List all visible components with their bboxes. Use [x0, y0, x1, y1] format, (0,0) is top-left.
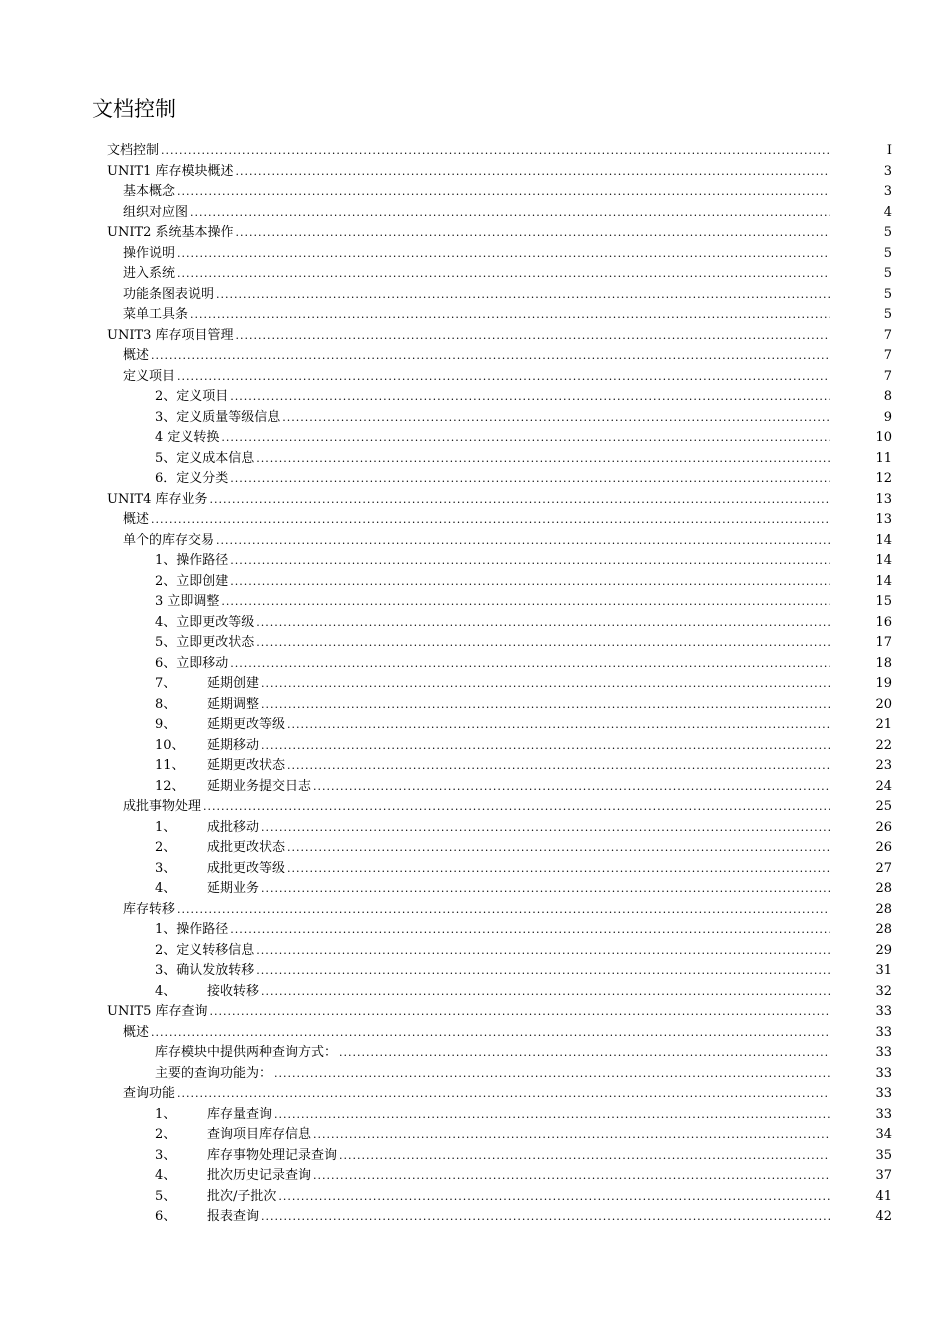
- toc-entry[interactable]: [0, 633, 950, 654]
- toc-entry-title: 功能条图表说明: [123, 286, 215, 302]
- toc-entry[interactable]: [0, 1023, 950, 1044]
- toc-dot-leader: [256, 961, 830, 982]
- toc-entry[interactable]: [0, 920, 950, 941]
- toc-entry-number: 7、: [155, 676, 177, 691]
- toc-dot-leader: [177, 264, 830, 285]
- toc-entry[interactable]: [0, 1207, 950, 1228]
- toc-page-number: 25: [875, 799, 892, 814]
- toc-entry[interactable]: [0, 551, 950, 572]
- toc-entry-title: UNIT4 库存业务: [107, 491, 208, 507]
- toc-entry-title: 6．定义分类: [155, 471, 229, 486]
- toc-entry-number: 12、: [155, 778, 185, 794]
- toc-page-number: 26: [875, 819, 892, 835]
- toc-page-number: 26: [875, 840, 892, 855]
- toc-entry-title: 文档控制: [107, 143, 160, 158]
- toc-entry[interactable]: [0, 654, 950, 675]
- page-title: 文档控制: [92, 97, 176, 121]
- toc-entry[interactable]: [0, 203, 950, 224]
- toc-entry[interactable]: [0, 1084, 950, 1105]
- toc-entry-title: 概述: [123, 348, 150, 363]
- toc-entry-title: 菜单工具条: [123, 307, 189, 322]
- toc-dot-leader: [216, 531, 830, 552]
- toc-page-number: 24: [875, 778, 892, 794]
- toc-dot-leader: [230, 654, 830, 675]
- toc-dot-leader: [287, 859, 830, 880]
- toc-entry-title: 批次历史记录查询: [207, 1168, 312, 1183]
- toc-entry-title: 2、定义项目: [155, 389, 229, 404]
- toc-entry[interactable]: [0, 141, 950, 162]
- toc-page-number: 13: [875, 491, 892, 507]
- toc-entry[interactable]: [0, 941, 950, 962]
- toc-entry[interactable]: [0, 1105, 950, 1126]
- toc-dot-leader: [230, 387, 830, 408]
- toc-dot-leader: [256, 613, 830, 634]
- toc-dot-leader: [151, 1023, 830, 1044]
- toc-dot-leader: [256, 449, 830, 470]
- toc-entry-title: 定义项目: [123, 368, 176, 384]
- toc-dot-leader: [177, 1084, 830, 1105]
- toc-page-number: 14: [875, 532, 892, 548]
- toc-page-number: 10: [875, 430, 892, 445]
- toc-entry-title: 主要的查询功能为：: [155, 1065, 273, 1081]
- toc-entry-title: UNIT3 库存项目管理: [107, 327, 234, 343]
- toc-page-number: 35: [875, 1147, 892, 1163]
- toc-dot-leader: [339, 1146, 830, 1167]
- toc-entry[interactable]: [0, 326, 950, 347]
- toc-dot-leader: [151, 346, 830, 367]
- toc-page-number: 20: [875, 696, 892, 712]
- toc-dot-leader: [278, 1187, 830, 1208]
- toc-dot-leader: [313, 777, 830, 798]
- toc-dot-leader: [210, 490, 830, 511]
- toc-dot-leader: [230, 551, 830, 572]
- toc-entry[interactable]: [0, 1146, 950, 1167]
- toc-entry[interactable]: [0, 387, 950, 408]
- toc-dot-leader: [256, 941, 830, 962]
- toc-page-number: 33: [875, 1065, 892, 1081]
- toc-entry[interactable]: [0, 797, 950, 818]
- toc-entry[interactable]: [0, 715, 950, 736]
- toc-entry-number: 4、: [155, 1168, 177, 1183]
- toc-entry-title: 查询项目库存信息: [207, 1127, 312, 1142]
- toc-entry[interactable]: [0, 490, 950, 511]
- toc-dot-leader: [261, 736, 830, 757]
- toc-page-number: 34: [875, 1127, 892, 1142]
- toc-dot-leader: [261, 818, 830, 839]
- toc-entry-title: UNIT2 系统基本操作: [107, 225, 234, 240]
- toc-entry[interactable]: [0, 572, 950, 593]
- toc-page-number: 7: [883, 348, 892, 363]
- toc-page-number: 28: [875, 922, 892, 937]
- toc-entry-title: 基本概念: [123, 184, 176, 199]
- toc-entry-number: 4、: [155, 983, 177, 999]
- toc-page-number: 23: [875, 758, 892, 773]
- toc-entry-title: 6、立即移动: [155, 655, 229, 671]
- toc-page-number: 16: [875, 614, 892, 630]
- toc-entry[interactable]: [0, 961, 950, 982]
- toc-entry-title: 3、定义质量等级信息: [155, 409, 281, 425]
- toc-entry[interactable]: [0, 1002, 950, 1023]
- toc-entry-number: 10、: [155, 737, 185, 753]
- toc-dot-leader: [274, 1105, 830, 1126]
- toc-dot-leader: [177, 182, 830, 203]
- toc-dot-leader: [261, 879, 830, 900]
- toc-page-number: 11: [875, 450, 892, 466]
- toc-page-number: 3: [883, 163, 892, 179]
- toc-entry[interactable]: [0, 756, 950, 777]
- toc-page-number: 5: [883, 266, 892, 281]
- toc-dot-leader: [261, 982, 830, 1003]
- toc-dot-leader: [177, 367, 830, 388]
- toc-entry-title: 库存事物处理记录查询: [207, 1147, 338, 1163]
- toc-entry-title: 成批移动: [207, 819, 260, 835]
- toc-dot-leader: [261, 695, 830, 716]
- toc-entry[interactable]: [0, 859, 950, 880]
- toc-entry-number: 1、: [155, 1106, 177, 1122]
- toc-entry-title: 延期创建: [207, 676, 260, 691]
- toc-dot-leader: [190, 203, 830, 224]
- toc-dot-leader: [236, 223, 830, 244]
- toc-entry-title: 接收转移: [207, 983, 260, 999]
- toc-dot-leader: [313, 1125, 830, 1146]
- toc-dot-leader: [261, 1207, 830, 1228]
- toc-page-number: 28: [875, 881, 892, 896]
- toc-entry-title: 成批更改状态: [207, 840, 286, 855]
- toc-entry-title: 库存转移: [123, 901, 176, 917]
- toc-dot-leader: [221, 428, 830, 449]
- toc-dot-leader: [230, 572, 830, 593]
- toc-page-number: 12: [875, 471, 892, 486]
- toc-page-number: 33: [875, 1045, 892, 1060]
- toc-page-number: 22: [875, 737, 892, 753]
- toc-entry[interactable]: [0, 264, 950, 285]
- toc-page-number: 5: [883, 245, 892, 261]
- toc-page-number: 5: [883, 225, 892, 240]
- toc-entry[interactable]: [0, 408, 950, 429]
- toc-entry-title: 延期更改状态: [207, 758, 286, 773]
- toc-entry[interactable]: [0, 285, 950, 306]
- toc-entry-number: 2、: [155, 1127, 177, 1142]
- toc-entry[interactable]: [0, 367, 950, 388]
- toc-entry-number: 11、: [155, 758, 185, 773]
- toc-entry-title: 延期调整: [207, 696, 260, 712]
- toc-entry[interactable]: [0, 244, 950, 265]
- toc-page-number: 29: [875, 942, 892, 958]
- toc-entry-title: 成批事物处理: [123, 799, 202, 814]
- toc-dot-leader: [287, 756, 830, 777]
- toc-dot-leader: [274, 1064, 830, 1085]
- toc-entry-title: 3 立即调整: [155, 594, 220, 609]
- toc-page-number: 41: [875, 1188, 892, 1204]
- toc-entry[interactable]: [0, 818, 950, 839]
- toc-entry[interactable]: [0, 346, 950, 367]
- toc-page-number: 5: [883, 307, 892, 322]
- toc-entry[interactable]: [0, 531, 950, 552]
- toc-entry[interactable]: [0, 1064, 950, 1085]
- toc-dot-leader: [177, 900, 830, 921]
- toc-entry-number: 5、: [155, 1188, 177, 1204]
- toc-page-number: 3: [883, 184, 892, 199]
- toc-entry-number: 8、: [155, 696, 177, 712]
- toc-entry-title: 2、立即创建: [155, 573, 229, 589]
- toc-entry[interactable]: [0, 879, 950, 900]
- toc-entry-title: 延期业务提交日志: [207, 778, 312, 794]
- toc-entry[interactable]: [0, 449, 950, 470]
- toc-entry[interactable]: [0, 1125, 950, 1146]
- toc-entry[interactable]: [0, 428, 950, 449]
- toc-dot-leader: [230, 469, 830, 490]
- toc-entry[interactable]: [0, 223, 950, 244]
- toc-entry-number: 9、: [155, 717, 177, 732]
- toc-dot-leader: [151, 510, 830, 531]
- table-of-contents: [0, 141, 950, 1228]
- toc-entry[interactable]: [0, 900, 950, 921]
- toc-entry[interactable]: [0, 777, 950, 798]
- toc-dot-leader: [256, 633, 830, 654]
- toc-dot-leader: [216, 285, 830, 306]
- toc-entry-title: 操作说明: [123, 245, 176, 261]
- toc-entry-title: UNIT1 库存模块概述: [107, 163, 234, 179]
- toc-entry-title: 报表查询: [207, 1209, 260, 1224]
- toc-dot-leader: [287, 838, 830, 859]
- toc-page-number: 9: [883, 409, 892, 425]
- toc-page-number: 8: [883, 389, 892, 404]
- toc-entry-title: 概述: [123, 1024, 150, 1040]
- toc-entry-title: 进入系统: [123, 266, 176, 281]
- toc-entry-title: 4、立即更改等级: [155, 614, 255, 630]
- toc-page-number: 33: [875, 1004, 892, 1019]
- toc-page-number: 28: [875, 901, 892, 917]
- toc-page-number: I: [886, 143, 892, 158]
- toc-entry[interactable]: [0, 182, 950, 203]
- toc-entry-title: 查询功能: [123, 1086, 176, 1101]
- toc-entry-title: 延期更改等级: [207, 717, 286, 732]
- toc-entry-title: UNIT5 库存查询: [107, 1004, 208, 1019]
- toc-page-number: 42: [875, 1209, 892, 1224]
- toc-dot-leader: [177, 244, 830, 265]
- toc-entry-number: 3、: [155, 860, 177, 876]
- toc-dot-leader: [339, 1043, 830, 1064]
- toc-page-number: 31: [875, 963, 892, 978]
- toc-page-number: 18: [875, 655, 892, 671]
- toc-page-number: 19: [875, 676, 892, 691]
- toc-entry-number: 6、: [155, 1209, 177, 1224]
- toc-dot-leader: [287, 715, 830, 736]
- toc-page-number: 14: [875, 573, 892, 589]
- toc-dot-leader: [261, 674, 830, 695]
- toc-entry[interactable]: [0, 469, 950, 490]
- toc-entry-title: 库存模块中提供两种查询方式：: [155, 1045, 338, 1060]
- toc-dot-leader: [203, 797, 830, 818]
- toc-entry-title: 5、立即更改状态: [155, 635, 255, 650]
- toc-entry[interactable]: [0, 305, 950, 326]
- toc-entry[interactable]: [0, 613, 950, 634]
- toc-entry[interactable]: [0, 1166, 950, 1187]
- toc-entry[interactable]: [0, 1187, 950, 1208]
- toc-entry-title: 成批更改等级: [207, 860, 286, 876]
- toc-entry-title: 1、操作路径: [155, 922, 229, 937]
- toc-page-number: 27: [875, 860, 892, 876]
- toc-dot-leader: [221, 592, 830, 613]
- toc-entry-title: 组织对应图: [123, 204, 189, 220]
- toc-page-number: 13: [875, 512, 892, 527]
- toc-entry-title: 2、定义转移信息: [155, 942, 255, 958]
- toc-entry-title: 5、定义成本信息: [155, 450, 255, 466]
- toc-entry-title: 3、确认发放转移: [155, 963, 255, 978]
- toc-page-number: 7: [883, 327, 892, 343]
- toc-page-number: 37: [875, 1168, 892, 1183]
- toc-page-number: 33: [875, 1106, 892, 1122]
- toc-entry[interactable]: [0, 162, 950, 183]
- toc-entry-title: 单个的库存交易: [123, 532, 215, 548]
- toc-entry[interactable]: [0, 674, 950, 695]
- toc-dot-leader: [313, 1166, 830, 1187]
- toc-entry[interactable]: [0, 736, 950, 757]
- toc-dot-leader: [236, 326, 830, 347]
- toc-entry[interactable]: [0, 982, 950, 1003]
- toc-entry[interactable]: [0, 838, 950, 859]
- toc-entry-title: 4 定义转换: [155, 430, 220, 445]
- toc-entry[interactable]: [0, 695, 950, 716]
- toc-entry-title: 延期业务: [207, 881, 260, 896]
- toc-dot-leader: [161, 141, 830, 162]
- toc-entry[interactable]: [0, 592, 950, 613]
- toc-entry-number: 1、: [155, 819, 177, 835]
- toc-page-number: 33: [875, 1024, 892, 1040]
- toc-dot-leader: [230, 920, 830, 941]
- toc-entry[interactable]: [0, 510, 950, 531]
- toc-page-number: 17: [875, 635, 892, 650]
- toc-entry-title: 库存量查询: [207, 1106, 273, 1122]
- toc-dot-leader: [190, 305, 830, 326]
- toc-page-number: 5: [883, 286, 892, 302]
- toc-entry-title: 概述: [123, 512, 150, 527]
- toc-page-number: 15: [875, 594, 892, 609]
- toc-page-number: 14: [875, 553, 892, 568]
- toc-page-number: 33: [875, 1086, 892, 1101]
- toc-entry-number: 4、: [155, 881, 177, 896]
- toc-page-number: 21: [875, 717, 892, 732]
- toc-dot-leader: [282, 408, 830, 429]
- toc-entry-title: 1、操作路径: [155, 553, 229, 568]
- toc-entry-number: 3、: [155, 1147, 177, 1163]
- toc-dot-leader: [236, 162, 830, 183]
- toc-page-number: 32: [875, 983, 892, 999]
- toc-entry-title: 延期移动: [207, 737, 260, 753]
- toc-page-number: 7: [883, 368, 892, 384]
- toc-page-number: 4: [883, 204, 892, 220]
- toc-dot-leader: [210, 1002, 830, 1023]
- toc-entry[interactable]: [0, 1043, 950, 1064]
- toc-entry-title: 批次/子批次: [207, 1188, 277, 1204]
- toc-entry-number: 2、: [155, 840, 177, 855]
